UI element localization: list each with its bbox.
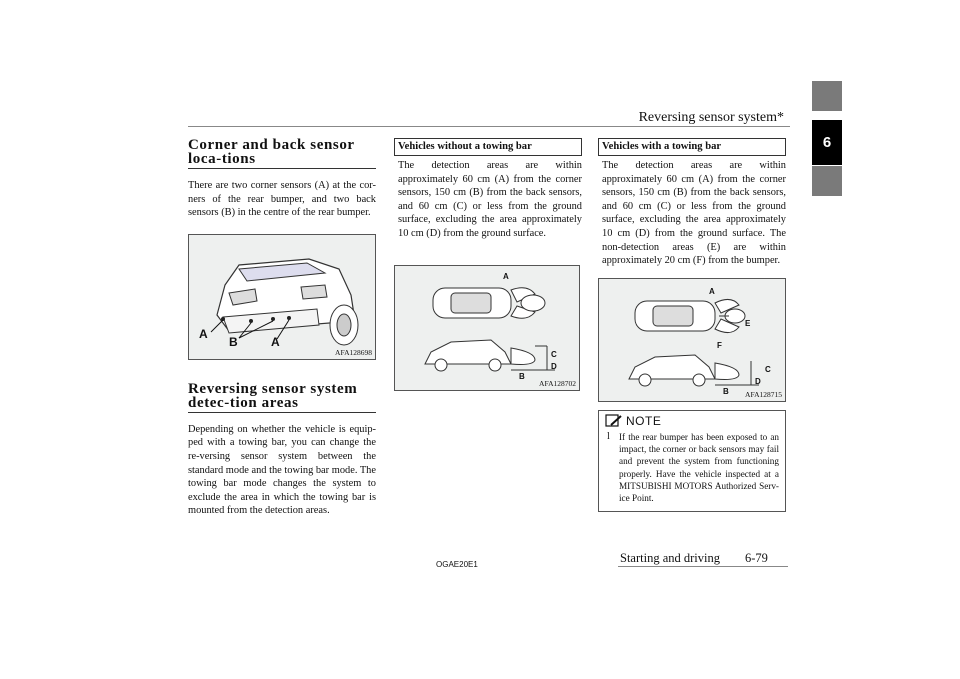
subheading-without-towing-bar: Vehicles without a towing bar bbox=[394, 138, 582, 156]
figure-label-d: D bbox=[551, 361, 557, 371]
section-heading-sensor-locations: Corner and back sensor loca-tions bbox=[188, 137, 355, 167]
paragraph-sensor-locations: There are two corner sensors (A) at the cor-ners of the rear bumper, and two back sensors (B) in the centre of the rear bumper. bbox=[188, 180, 376, 219]
note-text: If the rear bumper has been exposed to an impact, the corner or back sensors may fail and prevent the system from functioning properly. Have the vehicle inspected at a MITSUBISHI MOTORS Authorized Serv-ice Point. bbox=[619, 431, 779, 504]
detection-area-illustration bbox=[395, 266, 579, 390]
header-rule bbox=[188, 126, 790, 127]
chapter-tab-next bbox=[812, 166, 842, 196]
figure-label-f: F bbox=[717, 340, 722, 350]
note-title: NOTE bbox=[626, 413, 662, 428]
figure-id: AFA128698 bbox=[335, 347, 372, 357]
figure-label-b: B bbox=[519, 371, 525, 381]
figure-detection-without-towbar bbox=[394, 265, 580, 391]
figure-label-a: A bbox=[503, 271, 509, 281]
page-header-title: Reversing sensor system* bbox=[638, 110, 784, 125]
figure-label-a-left: A bbox=[199, 326, 208, 341]
column-2 bbox=[394, 138, 582, 391]
figure-detection-with-towbar bbox=[598, 278, 786, 402]
paragraph-with-towing-bar: The detection areas are within approximately 60 cm (A) from the corner sensors, 150 cm (B) from the back sensors, and 60 cm (C) or less from the ground surface, excluding the area approximately 10 cm (D) from the ground surface. The non-detection areas (E) are within approximately 20 cm (F) from the bumper. bbox=[602, 160, 786, 267]
footer-code: OGAE20E1 bbox=[436, 560, 478, 569]
column-1 bbox=[188, 138, 376, 518]
section-heading-detection-areas: Reversing sensor system detec-tion areas bbox=[188, 380, 358, 411]
column-3 bbox=[598, 138, 786, 512]
footer-rule bbox=[618, 566, 788, 567]
heading-rule bbox=[188, 412, 376, 413]
chapter-tab-current: 6 bbox=[812, 120, 842, 165]
subheading-with-towing-bar: Vehicles with a towing bar bbox=[598, 138, 786, 156]
figure-label-c: C bbox=[765, 364, 771, 374]
footer-section: Starting and driving bbox=[620, 551, 720, 565]
figure-label-c: C bbox=[551, 349, 557, 359]
rear-car-illustration bbox=[189, 235, 375, 359]
figure-label-b: B bbox=[723, 386, 729, 396]
figure-id: AFA128702 bbox=[539, 378, 576, 388]
note-pencil-icon bbox=[605, 414, 623, 428]
figure-label-e: E bbox=[745, 318, 751, 328]
note-box bbox=[598, 410, 786, 512]
figure-label-d: D bbox=[755, 376, 761, 386]
paragraph-detection-areas: Depending on whether the vehicle is equip-ped with a towing bar, you can change the re-versing sensor system between the standard mode and the towing bar mode. The towing bar mode changes the system to exclude the area in which the towing bar is mounted from the detection areas. bbox=[188, 423, 376, 517]
figure-rear-bumper bbox=[188, 234, 376, 360]
paragraph-without-towing-bar: The detection areas are within approximately 60 cm (A) from the corner sensors, 150 cm (B) from the back sensors, and 60 cm (C) or less from the ground surface, excluding the area approximately 10 cm (D) from the ground surface. bbox=[398, 160, 582, 239]
figure-id: AFA128715 bbox=[745, 389, 782, 399]
figure-label-b: B bbox=[229, 334, 238, 349]
figure-label-a-right: A bbox=[271, 334, 280, 349]
footer-page-number: 6-79 bbox=[745, 551, 768, 565]
chapter-tab-prev bbox=[812, 81, 842, 111]
heading-rule bbox=[188, 168, 376, 169]
note-item bbox=[599, 428, 785, 505]
note-bullet: l bbox=[607, 430, 610, 442]
figure-label-a: A bbox=[709, 286, 715, 296]
note-header bbox=[599, 411, 785, 428]
